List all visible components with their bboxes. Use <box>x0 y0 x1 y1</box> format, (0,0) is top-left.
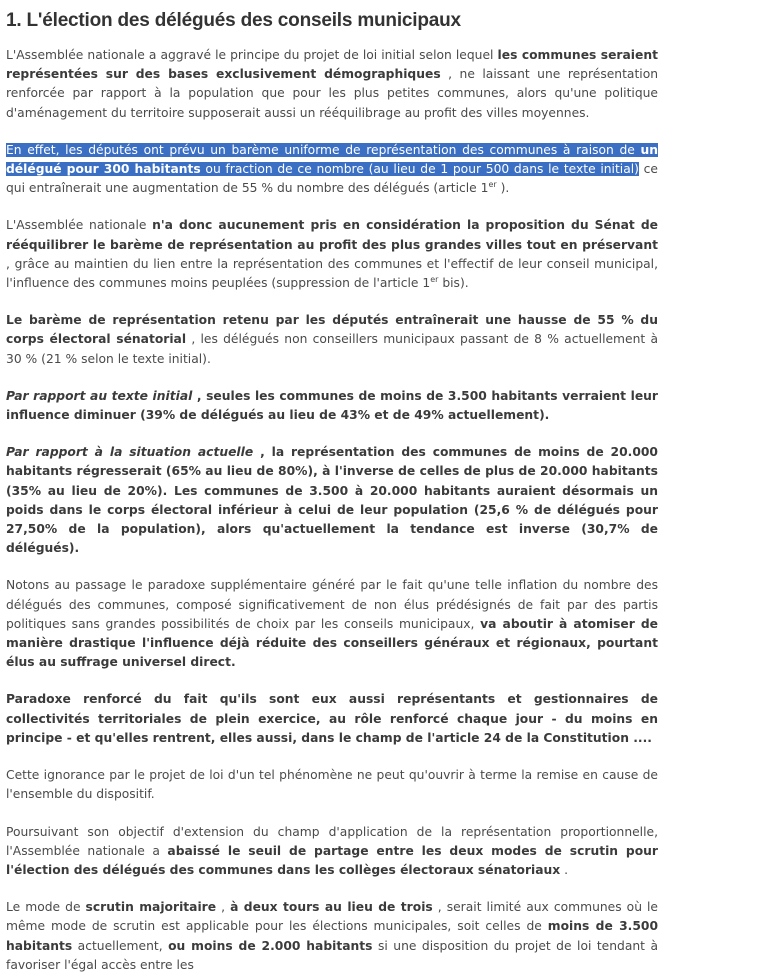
paragraph-8: Paradoxe renforcé du fait qu'ils sont eux aussi représentants et gestionnaires de collectivités territoriales de plein exercice, au rôle renforcé chaque jour - du moins en principe - et qu'elles rentrent, elles aussi, dans le champ de l'article 24 de la Constitution .... <box>6 692 658 745</box>
paragraph-11: Le mode de scrutin majoritaire , à deux tours au lieu de trois , serait limité aux communes où le même mode de scrutin est applicable pour les élections municipales, soit celles de moins de 3.500 habitants actuellement, ou moins de 2.000 habitants si une disposition du projet de loi tendant à favoriser l'égal accès entre les <box>6 900 658 972</box>
paragraph-3: L'Assemblée nationale n'a donc aucunement pris en considération la proposition du Sénat de rééquilibrer le barème de représentation au profit des plus grandes villes tout en préservant , grâce au maintien du lien entre la représentation des communes et l'effectif de leur conseil municipal, l'influence des communes moins peuplées (suppression de l'article 1er bis). <box>6 218 658 291</box>
text-selection-highlight[interactable]: En effet, les députés ont prévu un barème uniforme de représentation des communes à raison de un délégué pour 300 habitants ou fraction de ce nombre (au lieu de 1 pour 500 dans le texte initial) <box>6 142 658 177</box>
paragraph-7: Notons au passage le paradoxe supplémentaire généré par le fait qu'une telle inflation du nombre des délégués des communes, composé significativement de non élus prédésignés de fait par des partis politiques sans grandes possibilités de choix par les conseils municipaux, va aboutir à atomiser de manière drastique l'influence déjà réduite des conseillers généraux et régionaux, pourtant élus au suffrage universel direct. <box>6 578 658 670</box>
paragraph-2: En effet, les députés ont prévu un barème uniforme de représentation des communes à raison de un délégué pour 300 habitants ou fraction de ce nombre (au lieu de 1 pour 500 dans le texte initial) ce qui entraînerait une augmentation de 55 % du nombre des délégués (article 1er ). <box>6 142 658 196</box>
paragraph-4: Le barème de représentation retenu par les députés entraînerait une hausse de 55 % du corps électoral sénatorial , les délégués non conseillers municipaux passant de 8 % actuellement à 30 % (21 % selon le texte initial). <box>6 313 658 366</box>
paragraph-1: L'Assemblée nationale a aggravé le principe du projet de loi initial selon lequel les communes seraient représentées sur des bases exclusivement démographiques , ne laissant une représentation renforcée par rapport à la population que pour les plus petites communes, alors qu'une politique d'aménagement du territoire supposerait aussi un rééquilibrage au profit des villes moyennes. <box>6 48 659 120</box>
paragraph-9: Cette ignorance par le projet de loi d'un tel phénomène ne peut qu'ouvrir à terme la remise en cause de l'ensemble du dispositif. <box>6 768 658 802</box>
paragraph-10: Poursuivant son objectif d'extension du champ d'application de la représentation proportionnelle, l'Assemblée nationale a abaissé le seuil de partage entre les deux modes de scrutin pour l'élection des délégués des communes dans les collèges électoraux sénatoriaux . <box>6 824 658 877</box>
paragraph-6: Par rapport à la situation actuelle , la représentation des communes de moins de 20.000 habitants régresserait (65% au lieu de 80%), à l'inverse de celles de plus de 20.000 habitants (35% au lieu de 20%). Les communes de 3.500 à 20.000 habitants auraient désormais un poids dans le corps électoral inférieur à celui de leur population (25,6 % de délégués pour 27,50% de la population), alors qu'actuellement la tendance est inverse (30,7% de délégués). <box>6 445 658 556</box>
paragraph-5: Par rapport au texte initial , seules les communes de moins de 3.500 habitants verraient leur influence diminuer (39% de délégués au lieu de 43% et de 49% actuellement). <box>6 388 658 423</box>
section-title: 1. L'élection des délégués des conseils municipaux <box>6 10 461 31</box>
